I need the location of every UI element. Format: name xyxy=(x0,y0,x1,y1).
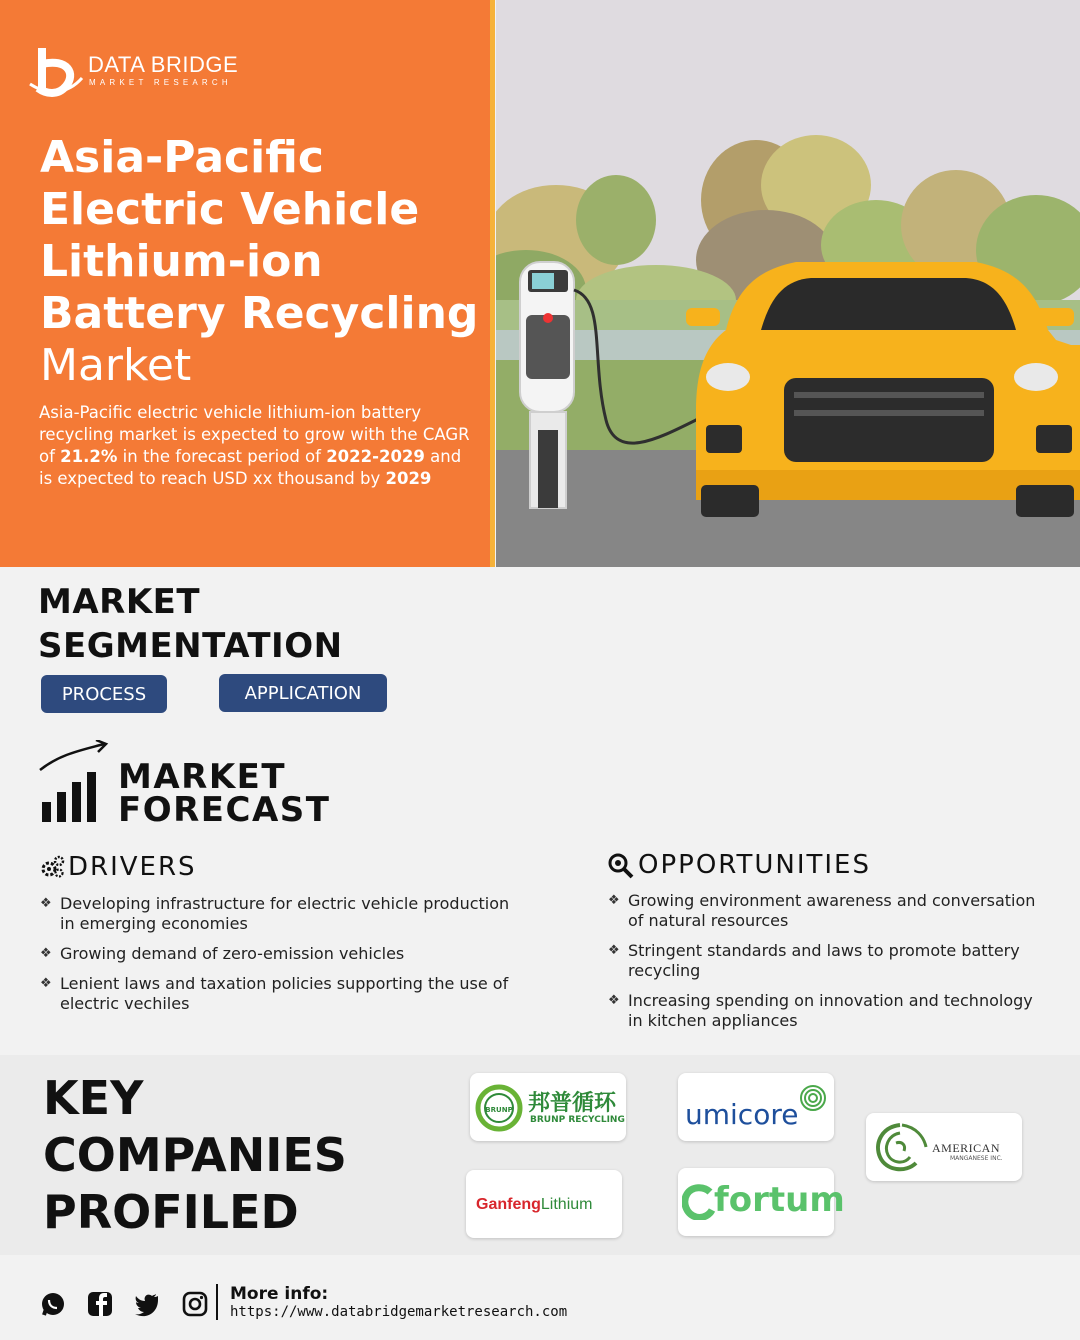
logo-fortum xyxy=(678,1168,845,1236)
segmentation-title-line-2: SEGMENTATION xyxy=(38,626,343,666)
companies-title-line-1: KEY xyxy=(43,1071,144,1125)
brand-tagline: MARKET RESEARCH xyxy=(89,78,232,87)
opportunity-item: ❖ Stringent standards and laws to promote battery recycling xyxy=(608,941,1048,981)
facebook-icon[interactable] xyxy=(87,1291,113,1317)
drivers-title: DRIVERS xyxy=(68,852,197,882)
logo-ganfeng-lithium xyxy=(466,1170,622,1238)
twitter-icon[interactable] xyxy=(134,1291,160,1317)
gears-icon xyxy=(40,855,66,879)
umicore-name: umicore xyxy=(685,1098,799,1131)
forecast-title-line-1: MARKET xyxy=(118,757,287,797)
hero-title-line-2: Electric Vehicle xyxy=(40,184,420,235)
brand-name: DATA BRIDGE xyxy=(88,52,239,77)
summary-year: 2029 xyxy=(385,469,432,488)
growth-chart-icon xyxy=(38,740,110,824)
american-manganese-swirl-icon xyxy=(872,1121,928,1175)
instagram-icon[interactable] xyxy=(182,1291,208,1317)
umicore-spiral-icon xyxy=(798,1083,828,1113)
opportunity-item: ❖ Increasing spending on innovation and technology in kitchen appliances xyxy=(608,991,1048,1031)
hero-summary xyxy=(39,402,479,490)
ganfeng-name-a: Ganfeng xyxy=(476,1196,541,1213)
forecast-title-line-2: FORECAST xyxy=(118,790,331,830)
segment-tag-process: PROCESS xyxy=(41,675,167,713)
summary-text-1: Asia-Pacific electric vehicle lithium-ion battery recycling market is expected to grow with the CAGR of xyxy=(39,403,470,466)
brand-logo-icon xyxy=(28,44,84,102)
summary-period: 2022-2029 xyxy=(326,447,425,466)
logo-umicore xyxy=(678,1073,834,1141)
magnifier-icon xyxy=(608,853,634,879)
brunp-cn-name: 邦普循环 xyxy=(528,1091,617,1116)
ev-charging-illustration xyxy=(496,0,1080,567)
hero-divider xyxy=(490,0,495,567)
companies-title-line-3: PROFILED xyxy=(43,1185,299,1239)
footer xyxy=(0,1256,1080,1340)
companies-title-line-2: COMPANIES xyxy=(43,1128,347,1182)
fortum-name: fortum xyxy=(714,1180,845,1220)
summary-text-2: in the forecast period of xyxy=(117,447,327,466)
summary-text-3: and is expected to reach USD xx thousand by xyxy=(39,447,462,488)
american-manganese-name: AMERICAN xyxy=(932,1141,1001,1155)
brunp-mark: BRUNP xyxy=(485,1106,513,1114)
yellow-car-icon xyxy=(686,262,1080,517)
ganfeng-name-b: Lithium xyxy=(540,1196,593,1213)
brunp-en-name: BRUNP RECYCLING xyxy=(530,1115,625,1125)
logo-brunp-recycling xyxy=(470,1073,626,1141)
american-manganese-sub: MANGANESE INC. xyxy=(950,1155,1003,1162)
driver-item: ❖ Growing demand of zero-emission vehicles xyxy=(40,944,520,964)
fortum-c-icon xyxy=(682,1184,716,1220)
logo-american-manganese xyxy=(866,1113,1022,1181)
hero-title-line-4: Battery Recycling xyxy=(40,288,479,339)
driver-item: ❖ Developing infrastructure for electric vehicle production in emerging economies xyxy=(40,894,520,934)
opportunities-list xyxy=(608,891,1048,1041)
segmentation-title-line-1: MARKET xyxy=(38,582,201,622)
drivers-list xyxy=(40,894,520,1024)
opportunities-title: OPPORTUNITIES xyxy=(638,850,871,880)
opportunity-item: ❖ Growing environment awareness and conversation of natural resources xyxy=(608,891,1048,931)
hero-title-line-1: Asia-Pacific xyxy=(40,132,324,183)
hero-title-line-5: Market xyxy=(40,340,192,391)
more-info-label: More info: xyxy=(230,1284,329,1304)
segment-tag-application: APPLICATION xyxy=(219,674,387,712)
ganfeng-name xyxy=(476,1196,592,1214)
summary-cagr: 21.2% xyxy=(60,447,118,466)
website-link[interactable]: https://www.databridgemarketresearch.com xyxy=(230,1304,568,1320)
brunp-ring-icon xyxy=(474,1083,524,1133)
driver-item: ❖ Lenient laws and taxation policies supporting the use of electric vechiles xyxy=(40,974,520,1014)
whatsapp-icon[interactable] xyxy=(40,1291,66,1317)
hero-title-line-3: Lithium-ion xyxy=(40,236,323,287)
footer-divider xyxy=(216,1284,218,1320)
